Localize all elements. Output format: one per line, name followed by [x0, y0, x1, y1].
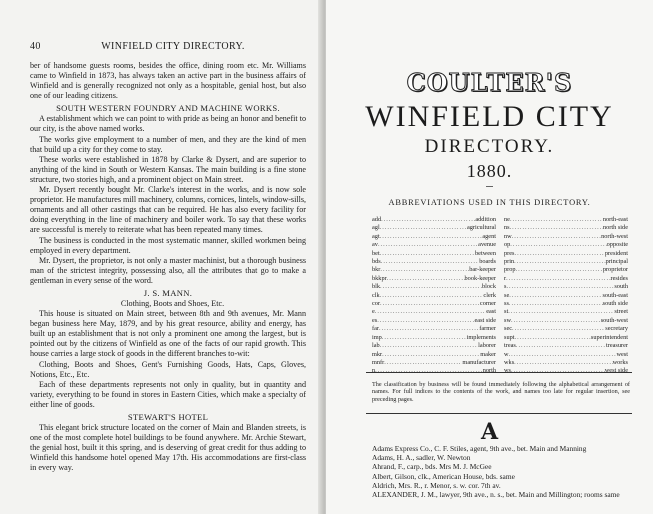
- abbreviation-row: [504, 300, 628, 308]
- abbreviation-row: [504, 233, 628, 241]
- leader-dots: [378, 241, 478, 249]
- abbreviation-key: n: [372, 367, 376, 375]
- abbreviation-row: [504, 317, 628, 325]
- leader-dots: [512, 325, 605, 333]
- leader-dots: [380, 250, 475, 258]
- leader-dots: [516, 266, 603, 274]
- leader-dots: [387, 275, 465, 283]
- leader-dots: [380, 283, 482, 291]
- classification-note: The classification by business will be found immediately following the alphabetical arrangement of names. For full indices to the contents of the work, and names too late for regular insertion, see preceding pages.: [372, 381, 630, 403]
- title-rule: [486, 186, 493, 187]
- abbreviation-key: bkr: [372, 266, 381, 274]
- abbreviation-row: [372, 283, 496, 291]
- leader-dots: [514, 359, 612, 367]
- abbreviation-key: sw: [504, 316, 511, 324]
- leader-dots: [510, 224, 603, 232]
- abbreviation-meaning: book-keeper: [464, 274, 496, 282]
- abbreviation-row: [504, 275, 628, 283]
- abbreviation-meaning: north: [482, 367, 496, 375]
- abbreviation-key: wks: [504, 358, 515, 366]
- leader-dots: [380, 292, 484, 300]
- abbreviation-row: [504, 334, 628, 342]
- leader-dots: [509, 300, 603, 308]
- abbreviation-row: [504, 216, 628, 224]
- leader-dots: [515, 250, 605, 258]
- abbreviation-key: op: [504, 241, 511, 249]
- abbreviation-key: agt: [372, 232, 380, 240]
- abbreviation-row: [372, 342, 496, 350]
- leader-dots: [377, 317, 474, 325]
- abbreviation-key: blk: [372, 283, 381, 291]
- abbreviation-row: [372, 275, 496, 283]
- paragraph: Each of these departments represents not only in quality, but in quantity and variety, everything to be found in stores in Eastern Cities, which make a specialty of either line of goods.: [30, 379, 306, 409]
- right-page: [326, 0, 653, 514]
- abbreviations-table: [372, 216, 630, 375]
- abbreviation-row: [372, 292, 496, 300]
- abbreviation-key: imp: [372, 333, 382, 341]
- abbreviation-meaning: north-west: [601, 232, 628, 240]
- abbreviations-heading: ABBREVIATIONS USED IN THIS DIRECTORY.: [388, 198, 591, 207]
- abbreviation-key: bkkpr: [372, 274, 387, 282]
- abbreviation-row: [372, 317, 496, 325]
- abbreviation-meaning: agent: [482, 232, 496, 240]
- abbreviation-meaning: opposite: [606, 241, 628, 249]
- paragraph: Clothing, Boots and Shoes, Gent's Furnishing Goods, Hats, Caps, Gloves, Notions, Etc., Etc.: [30, 359, 306, 379]
- abbreviation-key: lab: [372, 342, 380, 350]
- leader-dots: [384, 359, 462, 367]
- abbreviation-meaning: agricultural: [466, 224, 496, 232]
- abbreviation-row: [372, 258, 496, 266]
- leader-dots: [508, 308, 614, 316]
- abbreviation-row: [372, 224, 496, 232]
- abbreviation-row: [504, 292, 628, 300]
- abbreviation-meaning: north side: [602, 224, 628, 232]
- abbreviation-key: st: [504, 308, 509, 316]
- leader-dots: [506, 283, 614, 291]
- abbreviation-key: bet: [372, 249, 380, 257]
- publisher-name: COULTER'S: [406, 68, 573, 97]
- abbreviation-row: [372, 241, 496, 249]
- abbreviation-row: [372, 351, 496, 359]
- abbreviation-key: es: [372, 316, 378, 324]
- abbreviation-row: [372, 233, 496, 241]
- abbreviation-meaning: east: [486, 308, 496, 316]
- left-running-head: [30, 41, 308, 52]
- abbreviation-meaning: treasurer: [605, 342, 628, 350]
- abbreviation-key: treas: [504, 342, 516, 350]
- leader-dots: [381, 258, 479, 266]
- directory-entry: Adams Express Co., C. F. Stiles, agent, 9th ave., bet. Main and Manning: [372, 444, 587, 453]
- leader-dots: [509, 292, 602, 300]
- abbreviation-key: sec: [504, 325, 513, 333]
- leader-dots: [511, 317, 601, 325]
- section-heading: STEWART'S HOTEL: [127, 412, 209, 422]
- abbreviation-row: [372, 334, 496, 342]
- leader-dots: [510, 216, 603, 224]
- abbreviation-row: [372, 266, 496, 274]
- abbreviation-row: [504, 359, 628, 367]
- abbreviation-meaning: corner: [479, 300, 496, 308]
- abbreviation-row: [372, 325, 496, 333]
- abbreviation-meaning: north-east: [602, 216, 628, 223]
- abbreviation-key: ne: [504, 216, 510, 223]
- section-letter: A: [480, 419, 499, 445]
- left-page: [0, 0, 326, 514]
- abbreviation-key: ns: [504, 224, 510, 232]
- leader-dots: [381, 216, 475, 224]
- abbreviation-row: [504, 241, 628, 249]
- abbreviation-key: nw: [504, 232, 512, 240]
- directory-year: 1880.: [466, 161, 513, 181]
- abbreviations-left-column: [372, 216, 496, 376]
- abbreviation-key: bds: [372, 258, 381, 266]
- abbreviation-row: [504, 351, 628, 359]
- paragraph: The business is conducted in the most systematic manner, skilled workmen being employed in every department.: [30, 235, 306, 255]
- running-title: WINFIELD CITY DIRECTORY.: [101, 41, 245, 52]
- leader-dots: [506, 275, 610, 283]
- abbreviation-key: se: [504, 291, 510, 299]
- abbreviation-key: supt: [504, 333, 515, 341]
- abbreviation-key: prin: [504, 258, 515, 266]
- abbreviation-row: [372, 308, 496, 316]
- paragraph: A establishment which we can point to with pride as being an honor and benefit to our city, is the above named works.: [30, 114, 306, 134]
- directory-entry: Ahrand, F., carp., bds. Mrs M. J. McGee: [372, 462, 492, 472]
- abbreviation-meaning: secretary: [605, 325, 628, 333]
- abbreviation-meaning: bar-keeper: [469, 266, 496, 274]
- abbreviation-meaning: laborer: [478, 342, 496, 350]
- abbreviation-key: e: [372, 308, 375, 316]
- paragraph: Mr. Dysert, the proprietor, is not only a master machinist, but a thorough business man of the strictest integrity, possessing also, all the attributes that go to make a gentleman in every sense of the word.: [30, 255, 306, 285]
- abbreviation-key: ws: [504, 367, 511, 375]
- abbreviation-meaning: south-west: [600, 316, 628, 324]
- abbreviation-meaning: resides: [610, 274, 628, 282]
- leader-dots: [380, 300, 480, 308]
- leader-dots: [375, 308, 486, 316]
- abbreviation-row: [372, 250, 496, 258]
- divider-rule: [366, 372, 632, 373]
- abbreviation-key: pres: [504, 249, 515, 257]
- abbreviation-meaning: farmer: [479, 325, 496, 333]
- abbreviation-row: [504, 308, 628, 316]
- leader-dots: [514, 258, 605, 266]
- abbreviation-row: [504, 342, 628, 350]
- section-subheading: Clothing, Boots and Shoes, Etc.: [120, 298, 225, 308]
- abbreviation-meaning: block: [482, 283, 496, 291]
- abbreviation-key: mkr: [372, 350, 383, 358]
- abbreviation-row: [504, 224, 628, 232]
- directory-subtitle: DIRECTORY.: [424, 136, 555, 157]
- abbreviation-meaning: south: [614, 283, 628, 291]
- abbreviation-key: add: [372, 216, 382, 223]
- abbreviation-meaning: president: [604, 249, 628, 257]
- abbreviation-key: s: [504, 283, 507, 291]
- leader-dots: [510, 241, 606, 249]
- leader-dots: [515, 334, 591, 342]
- paragraph: These works were established in 1878 by Clarke & Dysert, and are superior to anything of the kind in South or Western Kansas. The main building is a fine stone structure, two stories high, and a prominent object on Main street.: [30, 154, 306, 184]
- abbreviation-key: av: [372, 241, 378, 249]
- divider-rule: [366, 413, 632, 414]
- leader-dots: [509, 351, 617, 359]
- abbreviation-key: r: [504, 274, 507, 282]
- abbreviation-row: [504, 250, 628, 258]
- leader-dots: [382, 334, 467, 342]
- abbreviation-meaning: south-east: [602, 291, 628, 299]
- leader-dots: [380, 342, 478, 350]
- section-heading: SOUTH WESTERN FOUNDRY AND MACHINE WORKS.: [56, 103, 280, 114]
- abbreviation-row: [504, 258, 628, 266]
- abbreviation-key: w: [504, 350, 509, 358]
- abbreviation-key: clk: [372, 291, 380, 299]
- abbreviation-row: [504, 283, 628, 291]
- abbreviations-right-column: [504, 216, 628, 376]
- leader-dots: [382, 351, 480, 359]
- directory-entries: [372, 444, 640, 499]
- leader-dots: [380, 233, 483, 241]
- leader-dots: [512, 233, 601, 241]
- abbreviation-row: [504, 266, 628, 274]
- directory-entry: Albert, Gilson, clk., American House, bds. same: [372, 471, 515, 481]
- abbreviation-meaning: west side: [604, 367, 628, 375]
- abbreviation-key: far: [372, 325, 379, 333]
- leader-dots: [380, 266, 469, 274]
- paragraph: This elegant brick structure located on the corner of Main and Blanden streets, is one of the most complete hotel buildings to be found anywhere. Mr. Archie Stewart, the genial host, built it this spring, and is deserving of great credit for thus adding to Winfield this handsome hotel opened May 17th. His accommodations are first-class in every way.: [30, 423, 306, 473]
- paragraph: ber of handsome guests rooms, besides the office, dining room etc. Mr. Williams came to Winfield in 1873, has always taken an active part in the business affairs of Winfield and is generally recognized not only as a hospitable, genial host, but also one of our leading citizens.: [30, 61, 306, 101]
- abbreviation-meaning: superintendent: [590, 333, 628, 341]
- left-text-column: [30, 61, 306, 473]
- directory-entry: Adams, H. A., sadler, W. Newton: [372, 453, 471, 463]
- leader-dots: [516, 342, 606, 350]
- leader-dots: [380, 224, 467, 232]
- abbreviation-row: [372, 359, 496, 367]
- directory-entry: ALEXANDER, J. M., lawyer, 9th ave., n. s., bet. Main and Millington; rooms same: [372, 490, 620, 500]
- abbreviation-key: cor: [372, 300, 381, 308]
- abbreviation-meaning: principal: [605, 258, 628, 266]
- abbreviation-meaning: clerk: [483, 291, 496, 299]
- paragraph: This house is situated on Main street, between 8th and 9th avenues, Mr. Mann began business here May, 1879, and by his great resource, ability and energy, has built up an establishment that is not only a prominent one among the largest, but is pointed out by the citizens of Winfield as one of the facts of our rapid growth. This house carries a large stock of goods in the different branches to-wit:: [30, 309, 306, 359]
- abbreviation-row: [372, 216, 496, 224]
- abbreviation-meaning: addition: [475, 216, 496, 223]
- abbreviation-meaning: implements: [466, 333, 496, 341]
- abbreviation-meaning: south side: [602, 300, 628, 308]
- directory-entry: Aldrich, Mrs. R., r. Menor, s. w. cor. 7th av.: [372, 480, 501, 490]
- abbreviation-row: [372, 300, 496, 308]
- abbreviation-row: [504, 325, 628, 333]
- abbreviation-meaning: boards: [479, 258, 496, 266]
- abbreviation-meaning: east side: [474, 316, 496, 324]
- abbreviation-meaning: manufacturer: [462, 358, 496, 366]
- abbreviation-key: prop: [504, 266, 516, 274]
- abbreviation-key: agl: [372, 224, 380, 232]
- paragraph: Mr. Dysert recently bought Mr. Clarke's interest in the works, and is now sole proprietor. He manufactures mill machinery, columns, cornices, lintels, window-sills, ornaments and all other castings that can be required. He has also every facility for doing everything in the line of machinery and boiler work. To say that these works are successful is merely to reiterate what has been repeated many times.: [30, 185, 306, 235]
- leader-dots: [379, 325, 479, 333]
- abbreviation-meaning: proprietor: [602, 266, 628, 274]
- section-heading: J. S. MANN.: [143, 287, 193, 298]
- abbreviation-meaning: avenue: [478, 241, 496, 249]
- page-number: 40: [30, 41, 41, 52]
- abbreviation-meaning: between: [475, 249, 496, 257]
- abbreviation-meaning: street: [614, 308, 628, 316]
- abbreviation-key: mnfr: [372, 358, 385, 366]
- paragraph: The works give employment to a number of men, and they are the kind of men that build up a city for they come to stay.: [30, 134, 306, 154]
- abbreviation-meaning: maker: [480, 350, 496, 358]
- directory-title: WINFIELD CITY: [365, 100, 614, 133]
- abbreviation-key: ss: [504, 300, 509, 308]
- abbreviation-meaning: works: [612, 358, 628, 366]
- abbreviation-meaning: west: [616, 350, 628, 358]
